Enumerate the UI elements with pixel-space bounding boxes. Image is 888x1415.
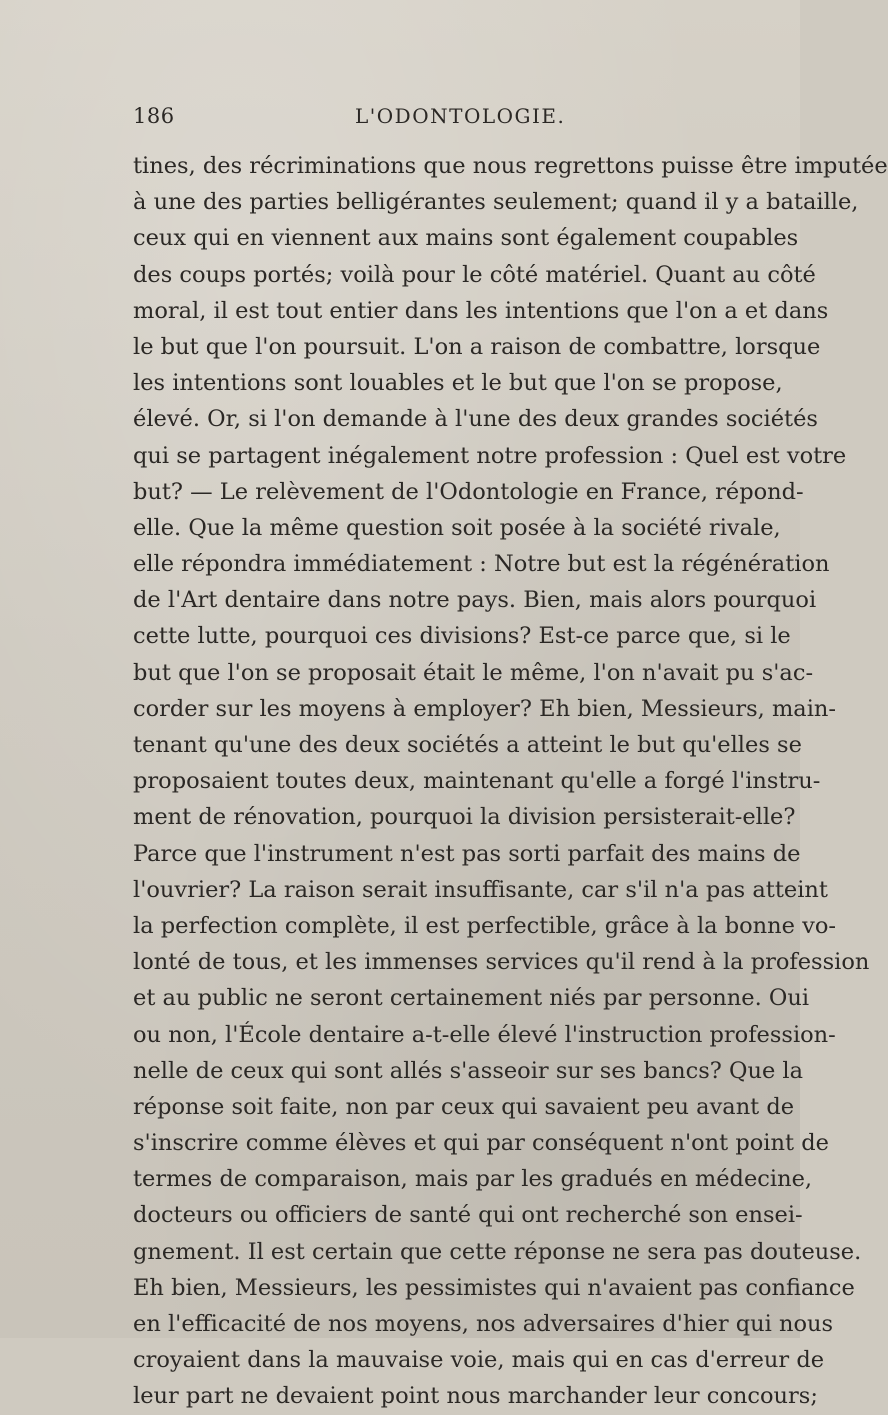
text-line: et au public ne seront certainement niés par personne. Oui xyxy=(133,985,810,1012)
text-line: corder sur les moyens à employer? Eh bien, Messieurs, main- xyxy=(133,695,837,722)
text-line: des coups portés; voilà pour le côté matériel. Quant au côté xyxy=(133,261,816,288)
text-line: qui se partagent inégalement notre profession : Quel est votre xyxy=(133,442,847,469)
text-line: elle répondra immédiatement : Notre but est la régénération xyxy=(133,551,830,578)
text-line: ment de rénovation, pourquoi la division persisterait-elle? xyxy=(133,804,796,831)
text-line: termes de comparaison, mais par les gradués en médecine, xyxy=(133,1166,813,1193)
text-line: proposaient toutes deux, maintenant qu'elle a forgé l'instru- xyxy=(133,768,821,795)
text-line: la perfection complète, il est perfectible, grâce à la bonne vo- xyxy=(133,912,836,939)
text-line: tines, des récriminations que nous regrettons puisse être imputée xyxy=(133,153,888,179)
text-line: l'ouvrier? La raison serait insuffisante, car s'il n'a pas atteint xyxy=(133,876,828,903)
text-line: gnement. Il est certain que cette réponse ne sera pas douteuse. xyxy=(133,1238,862,1265)
text-line: réponse soit faite, non par ceux qui savaient peu avant de xyxy=(133,1093,795,1120)
text-line: de l'Art dentaire dans notre pays. Bien, mais alors pourquoi xyxy=(133,587,817,614)
text-line: les intentions sont louables et le but que l'on se propose, xyxy=(133,370,783,397)
running-title: L'ODONTOLOGIE. xyxy=(355,104,566,128)
page-header xyxy=(133,104,750,134)
text-line: en l'efficacité de nos moyens, nos adversaires d'hier qui nous xyxy=(133,1311,834,1337)
body-text xyxy=(133,148,888,1415)
text-line: docteurs ou officiers de santé qui ont recherché son ensei- xyxy=(133,1202,803,1229)
text-line: lonté de tous, et les immenses services qu'il rend à la profession xyxy=(133,949,870,976)
text-line: s'inscrire comme élèves et qui par conséquent n'ont point de xyxy=(133,1130,829,1157)
text-line: moral, il est tout entier dans les intentions que l'on a et dans xyxy=(133,297,829,324)
text-line: elle. Que la même question soit posée à la société rivale, xyxy=(133,514,781,541)
text-line: but que l'on se proposait était le même, l'on n'avait pu s'ac- xyxy=(133,659,814,686)
text-line: à une des parties belligérantes seulement; quand il y a bataille, xyxy=(133,189,859,216)
text-line: Eh bien, Messieurs, les pessimistes qui n'avaient pas confiance xyxy=(133,1274,855,1301)
text-line: nelle de ceux qui sont allés s'asseoir sur ses bancs? Que la xyxy=(133,1057,804,1084)
text-line: Parce que l'instrument n'est pas sorti parfait des mains de xyxy=(133,840,801,867)
text-line: le but que l'on poursuit. L'on a raison de combattre, lorsque xyxy=(133,333,821,360)
text-line: élevé. Or, si l'on demande à l'une des deux grandes sociétés xyxy=(133,406,818,433)
text-line: cette lutte, pourquoi ces divisions? Est-ce parce que, si le xyxy=(133,623,791,650)
text-line: but? — Le relèvement de l'Odontologie en France, répond- xyxy=(133,478,804,505)
text-line: tenant qu'une des deux sociétés a atteint le but qu'elles se xyxy=(133,732,802,758)
page-number: 186 xyxy=(133,104,175,128)
text-line: ou non, l'École dentaire a-t-elle élevé l'instruction profession- xyxy=(133,1021,836,1048)
text-line: croyaient dans la mauvaise voie, mais qui en cas d'erreur de xyxy=(133,1347,825,1374)
text-line: leur part ne devaient point nous marchander leur concours; xyxy=(133,1383,818,1410)
text-line: ceux qui en viennent aux mains sont également coupables xyxy=(133,225,799,252)
